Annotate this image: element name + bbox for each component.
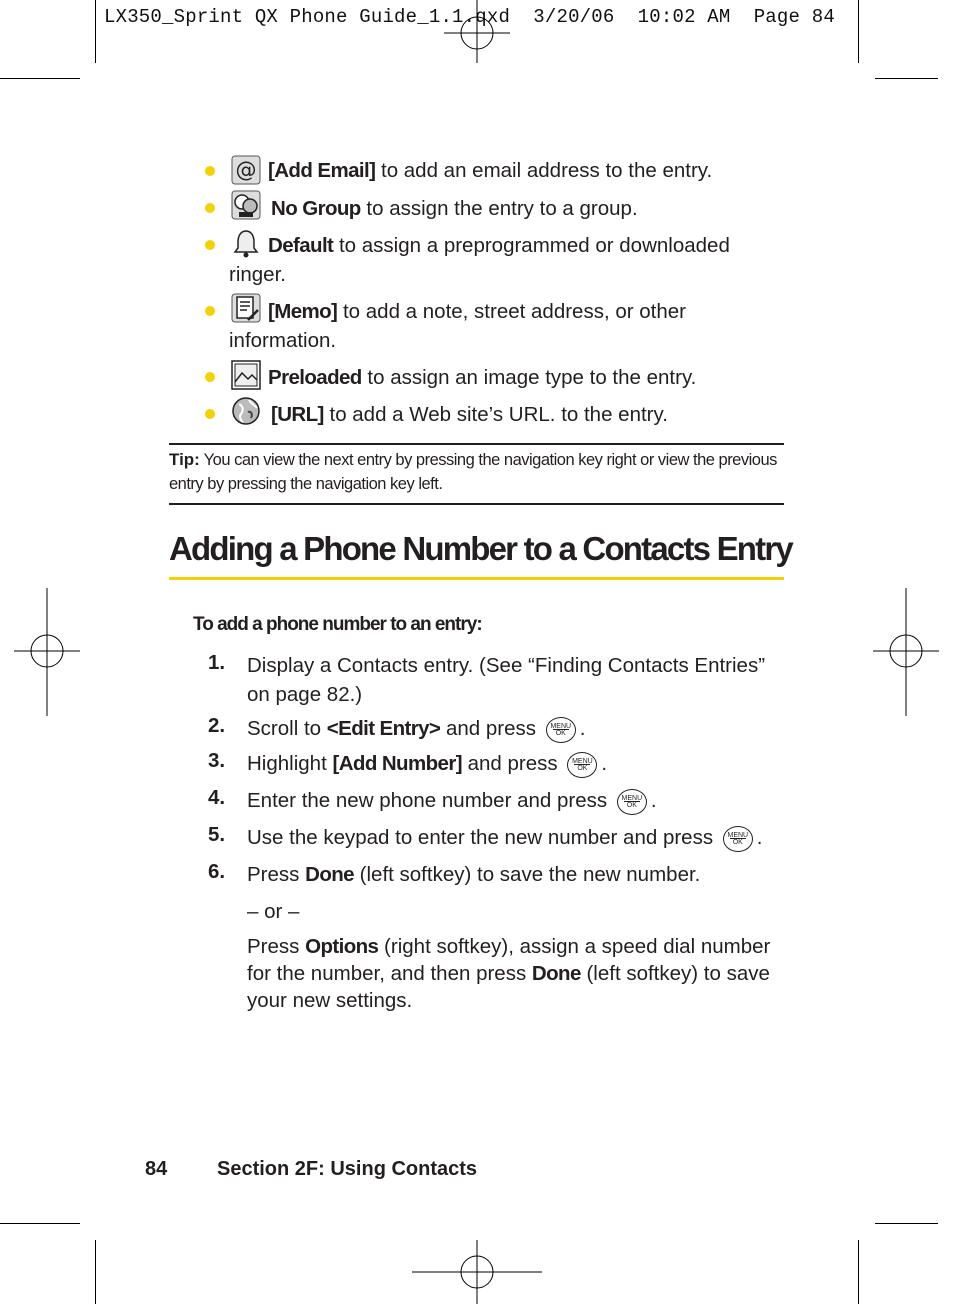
step-text: Press: [247, 863, 306, 886]
option-label: Preloaded: [268, 366, 362, 389]
step-bold: [Add Number]: [332, 752, 462, 775]
option-text: to add a Web site’s URL. to the entry.: [323, 403, 668, 426]
step-end: .: [579, 717, 586, 740]
step-5: [247, 823, 787, 852]
step-4: [247, 786, 787, 815]
globe-icon: [231, 396, 261, 426]
option-text: to assign a preprogrammed or downloaded ringer.: [229, 234, 730, 286]
step-text: Display a Contacts entry. (See “Finding Contacts Entries” on page 82.): [247, 654, 766, 706]
option-text: to add an email address to the entry.: [375, 159, 713, 182]
option-label: [Add Email]: [268, 159, 376, 182]
step-text: and press: [461, 752, 558, 775]
bullet-no-group: [271, 194, 771, 223]
registration-mark-right: [873, 588, 939, 716]
key-top-label: MENU: [621, 794, 643, 802]
registration-mark-bottom: [412, 1240, 542, 1304]
step-6: [247, 860, 787, 889]
step-end: .: [756, 826, 763, 849]
bullet-dot: [205, 372, 215, 382]
alt-bold: Options: [305, 935, 379, 958]
tip-body: You can view the next entry by pressing the navigation key right or view the previous entry by pressing the navigation key left.: [169, 451, 777, 493]
printer-slug: LX350_Sprint QX Phone Guide_1.1.qxd 3/20/06 10:02 AM Page 84: [104, 6, 835, 28]
step-1: [247, 651, 787, 709]
bullet-default: [229, 231, 779, 289]
bullet-memo: [229, 297, 779, 355]
alt-text: (right softkey), assign a speed dial number for the number, and then press: [247, 935, 771, 985]
svg-text:@: @: [235, 158, 257, 182]
step-6-alternative: [247, 933, 787, 1014]
crop-mark: [858, 0, 859, 63]
step-text: Enter the new phone number and press: [247, 789, 608, 812]
key-bottom-label: OK: [732, 838, 743, 846]
group-faces-icon: [231, 190, 261, 220]
bullet-url: [271, 400, 771, 429]
key-bottom-label: OK: [577, 764, 588, 772]
alt-text: Press: [247, 935, 306, 958]
option-label: [Memo]: [268, 300, 338, 323]
step-number: 2.: [208, 714, 226, 737]
bullet-add-email: [268, 156, 768, 185]
option-text: to assign an image type to the entry.: [361, 366, 697, 389]
option-text: to add a note, street address, or other information.: [229, 300, 686, 352]
crop-mark: [858, 1240, 859, 1304]
step-3: [247, 749, 787, 778]
step-text: Highlight: [247, 752, 333, 775]
step-text: and press: [440, 717, 537, 740]
step-bold: Done: [305, 863, 354, 886]
option-label: No Group: [271, 197, 361, 220]
key-bottom-label: OK: [626, 801, 637, 809]
crop-mark: [95, 0, 96, 63]
step-number: 6.: [208, 860, 226, 883]
step-text: Scroll to: [247, 717, 327, 740]
option-label: [URL]: [271, 403, 324, 426]
registration-mark-top: [444, 0, 510, 64]
menu-ok-key-icon: [567, 752, 597, 778]
step-end: .: [650, 789, 657, 812]
tip-text: [169, 448, 784, 496]
bullet-dot: [205, 203, 215, 213]
menu-ok-key-icon: [723, 826, 753, 852]
at-sign-icon: [231, 155, 261, 185]
option-label: Default: [268, 234, 334, 257]
step-number: 4.: [208, 786, 226, 809]
alt-bold: Done: [531, 962, 581, 985]
tip-box: [169, 443, 784, 505]
step-bold: <Edit Entry>: [326, 717, 441, 740]
bullet-preloaded: [268, 363, 768, 392]
key-bottom-label: OK: [555, 729, 566, 737]
bullet-dot: [205, 409, 215, 419]
step-number: 1.: [208, 651, 226, 674]
bullet-dot: [205, 166, 215, 176]
key-top-label: MENU: [727, 831, 749, 839]
crop-mark: [0, 1223, 80, 1224]
picture-icon: [231, 360, 261, 390]
crop-mark: [0, 78, 80, 79]
menu-ok-key-icon: [546, 717, 576, 743]
heading-rule: [169, 577, 784, 580]
registration-mark-left: [14, 588, 80, 716]
crop-mark: [95, 1240, 96, 1304]
page-number: 84: [145, 1158, 168, 1180]
step-number: 3.: [208, 749, 226, 772]
step-text: (left softkey) to save the new number.: [353, 863, 701, 886]
menu-ok-key-icon: [617, 789, 647, 815]
option-text: to assign the entry to a group.: [360, 197, 638, 220]
bullet-dot: [205, 306, 215, 316]
procedure-title: To add a phone number to an entry:: [193, 614, 482, 635]
step-text: Use the keypad to enter the new number and press: [247, 826, 714, 849]
crop-mark: [875, 78, 938, 79]
or-separator: – or –: [247, 900, 300, 923]
step-2: [247, 714, 787, 743]
key-top-label: MENU: [572, 757, 593, 765]
crop-mark: [875, 1223, 938, 1224]
tip-label: Tip:: [169, 450, 200, 469]
section-heading: Adding a Phone Number to a Contacts Entry: [169, 530, 792, 567]
alt-text: (left softkey) to save your new settings.: [247, 962, 770, 1012]
key-top-label: MENU: [550, 722, 572, 730]
section-footer: Section 2F: Using Contacts: [217, 1158, 478, 1180]
bullet-dot: [205, 240, 215, 250]
step-number: 5.: [208, 823, 226, 846]
step-end: .: [601, 752, 608, 775]
